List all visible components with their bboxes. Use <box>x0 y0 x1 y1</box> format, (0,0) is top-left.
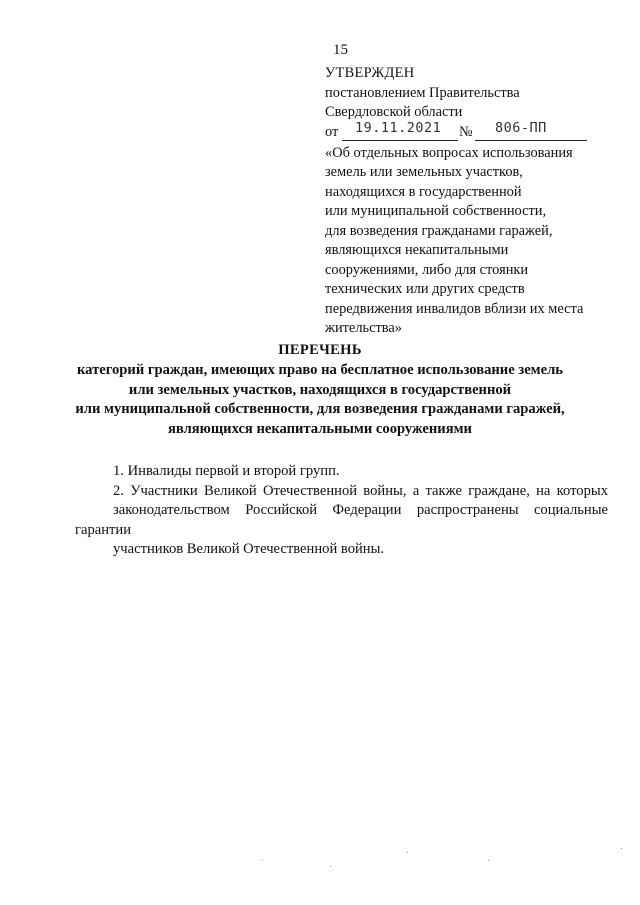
decree-date: 19.11.2021 <box>355 119 442 136</box>
list-item-line: участников Великой Отечественной войны. <box>113 541 385 558</box>
page-number: 15 <box>333 42 348 58</box>
subject-line: технических или других средств <box>325 281 525 297</box>
subject-line: являющихся некапитальными <box>325 242 509 258</box>
date-underline <box>342 140 458 141</box>
decree-subject <box>325 144 621 339</box>
approval-block <box>325 64 625 339</box>
subject-line: передвижения инвалидов вблизи их места <box>325 300 584 317</box>
decree-date-number-line <box>325 119 625 143</box>
approved-label: УТВЕРЖДЕН <box>325 65 415 81</box>
subject-line: сооружениями, либо для стоянки <box>325 261 529 278</box>
heading-line: или муниципальной собственности, для возведения гражданами гаражей, <box>75 401 565 418</box>
subject-line: земель или земельных участков, <box>325 164 523 180</box>
heading-line: категорий граждан, имеющих право на бесплатное использование земель <box>76 361 563 378</box>
list-item: 1. Инвалиды первой и второй групп. <box>113 463 340 479</box>
from-label: от <box>325 123 339 140</box>
scan-speck <box>330 866 331 867</box>
subject-line: или муниципальной собственности, <box>325 203 547 219</box>
list-heading <box>0 341 640 440</box>
subject-line: «Об отдельных вопросах использования <box>325 144 573 161</box>
region-line: Свердловской области <box>325 104 463 120</box>
list-item-line: 2. Участники Великой Отечественной войны, а также граждане, на которых <box>113 482 608 499</box>
number-underline <box>475 140 587 141</box>
list-item-line: законодательством Российской Федерации распространены социальные гарантии <box>75 502 608 538</box>
subject-line: жительства» <box>325 320 402 336</box>
heading-line: или земельных участков, находящихся в государственной <box>128 381 512 398</box>
scan-speck <box>262 860 263 861</box>
category-list <box>75 462 608 560</box>
heading-line: являющихся некапитальными сооружениями <box>168 421 472 438</box>
resolution-line: постановлением Правительства <box>325 84 520 101</box>
scan-speck <box>621 848 622 849</box>
list-title: ПЕРЕЧЕНЬ <box>278 342 362 358</box>
list-item <box>75 482 608 560</box>
subject-line: находящихся в государственной <box>325 183 522 200</box>
number-label: № <box>459 123 473 140</box>
scan-speck <box>407 852 408 853</box>
scan-speck <box>488 860 489 861</box>
decree-number: 806-ПП <box>495 119 547 136</box>
subject-line: для возведения гражданами гаражей, <box>325 222 553 239</box>
